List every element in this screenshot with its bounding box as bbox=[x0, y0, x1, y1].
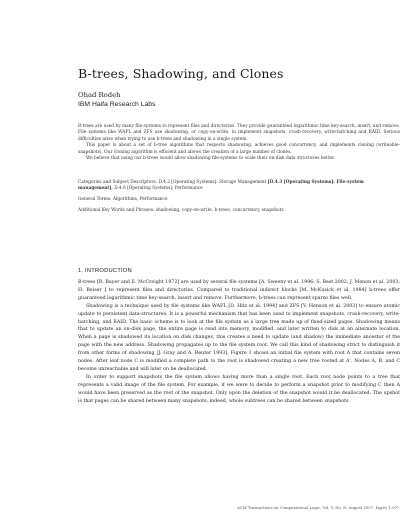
author-name: Ohad Rodeh bbox=[78, 91, 121, 99]
general-terms: General Terms: Algorithms, Performance bbox=[78, 197, 168, 202]
abstract bbox=[78, 124, 400, 162]
categories-suffix: ; D.4.8 [Operating Systems]: Performance bbox=[111, 186, 203, 192]
section-heading: 1. INTRODUCTION bbox=[78, 268, 132, 274]
body-paragraph: Shadowing is a technique used by file systems like WAFL [D. Hitz et al. 1994] and ZFS [V. Henson et al. 2003] to ensure atomic update to persistent data-structures. It is a powerful mechanism that has been used to implement snapshots, crash-recovery, write-batching, and RAID. The basic scheme is to look at the file system as a large tree made up of fixed-sized pages. Shadowing means that to update an on-disk page, the entire page is read into memory, modified, and later written to disk at an alternate location. When a page is shadowed its location on disk changes, this creates a need to update (and shadow) the immediate ancestor of the page with the new address. Shadowing propagates up to the file system root. We call this kind of shadowing strict to distinguish it from other forms of shadowing [J. Gray and A. Reuter 1993]. Figure 1 shows an initial file system with root A that contains seven nodes. After leaf node C is modified a complete path to the root is shadowed creating a new tree rooted at A'. Nodes A, B, and C become unreachable and will later on be deallocated. bbox=[78, 303, 400, 372]
categories-bold: [D.4.3 [Operating Systems]: File-system management] bbox=[78, 180, 364, 192]
author-affiliation: IBM Haifa Research Labs bbox=[78, 101, 156, 108]
abstract-paragraph: We believe that using our b-trees would allow shadowing file-systems to scale their on-disk data structures better. bbox=[86, 156, 336, 162]
paper-title: B-trees, Shadowing, and Clones bbox=[78, 66, 284, 81]
body-paragraph: B-trees [R. Bayer and E. McCreight 1972] are used by several file systems [A. Sweeny et al. 1996; S. Best 2002; J. Menon et al. 2003; H. Reiser ] to represent files and directories. Compared to traditional indirect blocks [M. McKusick et al. 1984] b-trees offer guaranteed logarithmic time key-search, insert and remove. Furthermore, b-trees can represent sparse files well. bbox=[78, 280, 400, 301]
body-paragraph: In order to support snapshots the file system allows having more than a single root. Each root node points to a tree that represents a valid image of the file system. For example, if we were to decide to perform a snapshot prior to modifying C then A would have been preserved as the root of the snapshot. Only upon the deletion of the snapshot would it be deallocated. The upshot is that pages can be shared between many snapshots; indeed, whole subtrees can be shared between snapshots. bbox=[78, 374, 400, 404]
abstract-paragraph: This paper is about a set of b-tree algorithms that respects shadowing, achieves good concurrency, and implements cloning (writeable-snapshots). Our cloning algorithm is efficient and allows the creation of a large number of clones. bbox=[78, 143, 400, 155]
categories-text: Categories and Subject Descriptors: D.4.2 [Operating Systems]: Storage Management bbox=[78, 180, 267, 185]
introduction bbox=[78, 279, 400, 406]
keywords: Additional Key Words and Phrases: shadowing, copy-on-write, b-trees, concurrency, snapshots bbox=[78, 208, 284, 213]
journal-footer: ACM Transactions on Computational Logic, Vol. V, No. N, August 2007, Pages 1–0??. bbox=[237, 505, 400, 510]
categories bbox=[78, 180, 400, 193]
abstract-paragraph: B-trees are used by many file-systems to represent files and directories. They provide guaranteed logarithmic time key-search, insert, and remove. File systems like WAFL and ZFS use shadowing, or copy-on-write, to implement snapshots, crash-recovery, write-batching and RAID. Serious difficulties arise when trying to use b-trees and shadowing in a single system. bbox=[78, 124, 400, 142]
